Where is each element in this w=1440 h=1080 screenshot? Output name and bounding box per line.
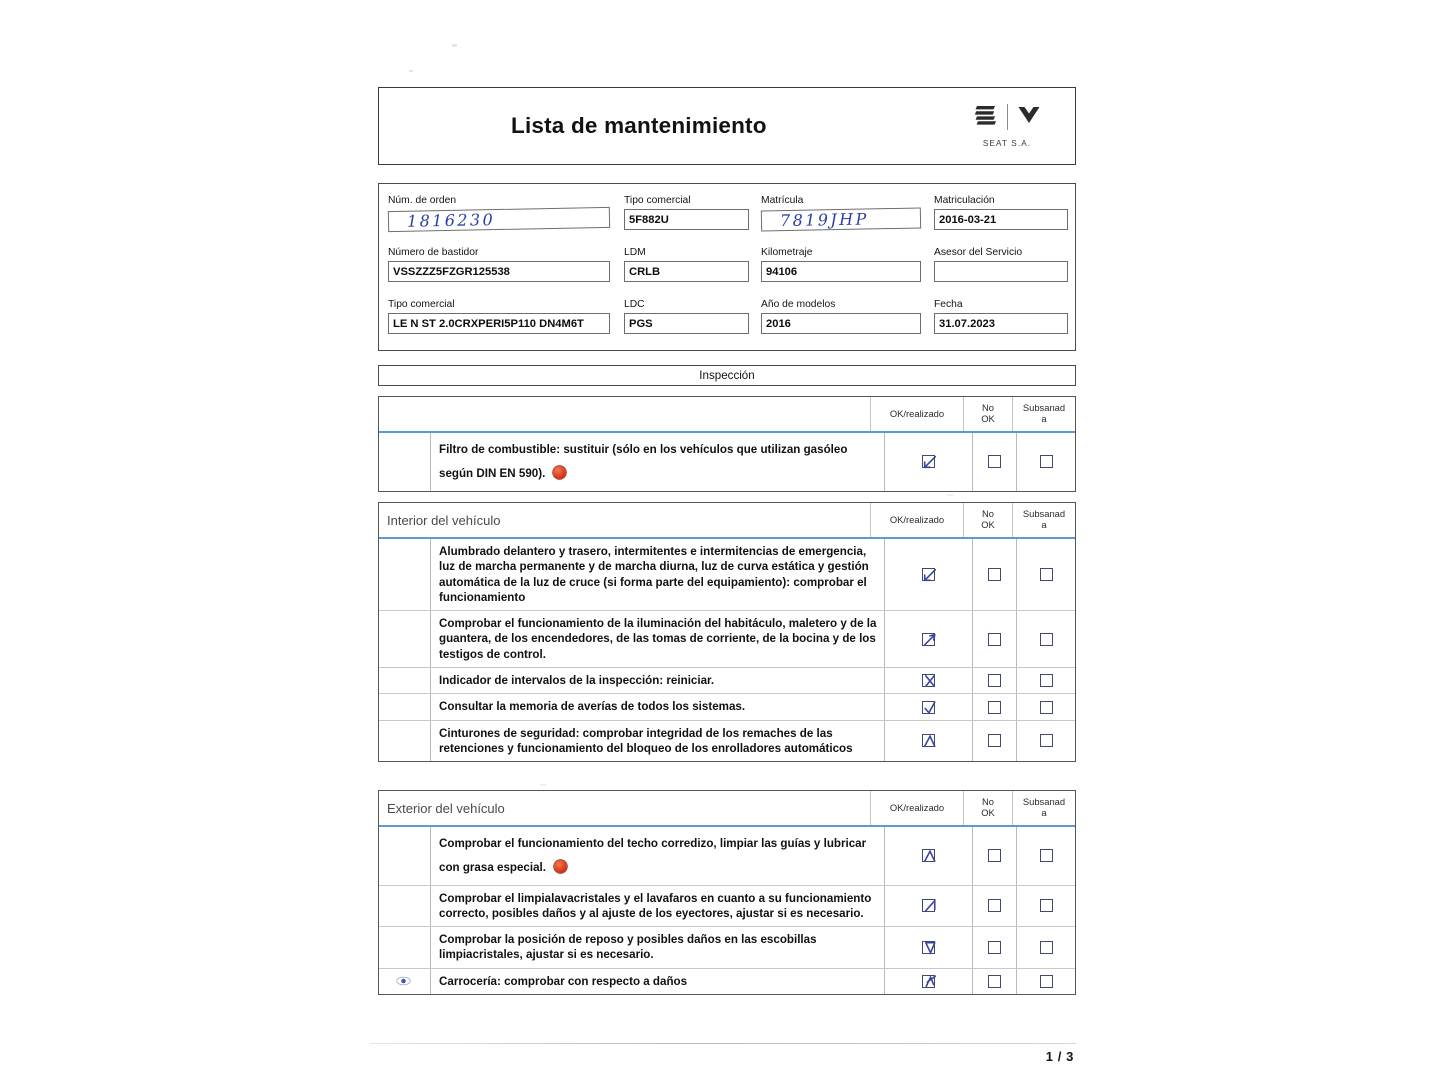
row-gutter [379,927,431,968]
red-marker-icon [554,860,567,873]
field-label: Tipo comercial [388,299,455,310]
column-header-ok: OK/realizado [870,397,963,431]
checklist-row [379,927,1075,969]
task-description: Consultar la memoria de averías de todos los sistemas. [431,694,885,719]
cell-ok [885,969,973,994]
checkbox-ok[interactable] [922,975,935,988]
task-description: Comprobar el funcionamiento del techo corredizo, limpiar las guías y lubricar con grasa especial. [431,827,885,885]
field-label: LDC [624,299,645,310]
field-ldm [624,247,749,282]
checkbox-no-ok[interactable] [988,849,1001,862]
column-header-subsanada: Subsanad a [1012,791,1075,825]
field-label: LDM [624,247,646,258]
checkbox-no-ok[interactable] [988,568,1001,581]
column-header-no-ok: No OK [963,397,1012,431]
row-gutter [379,539,431,610]
check-mark-icon [921,939,939,957]
checkbox-subsanada[interactable] [1040,941,1053,954]
column-header-no-ok: No OK [963,503,1012,537]
checklist-row [379,886,1075,928]
cell-subsanada [1017,827,1075,885]
check-mark-icon [921,453,939,471]
cell-no-ok [973,694,1017,719]
checklist-row [379,668,1075,694]
row-gutter [379,668,431,693]
field-kilometraje [761,247,921,282]
checkbox-no-ok[interactable] [988,975,1001,988]
field-fecha [934,299,1068,334]
field-tipo-comercial-bottom [388,299,610,334]
checkbox-no-ok[interactable] [988,674,1001,687]
column-header-subsanada: Subsanad a [1012,503,1075,537]
cell-no-ok [973,433,1017,491]
cell-no-ok [973,827,1017,885]
checkbox-subsanada[interactable] [1040,849,1053,862]
checkbox-subsanada[interactable] [1040,633,1053,646]
row-gutter [379,433,431,491]
section-title [379,397,870,431]
field-value-num-de-orden[interactable]: 1816230 [388,207,610,232]
field-ldc [624,299,749,334]
row-gutter [379,827,431,885]
checklist-table-2 [378,502,1076,762]
check-mark-icon [921,672,939,690]
cell-ok [885,886,973,927]
checkbox-ok[interactable] [922,674,935,687]
brand-logo-group [961,102,1053,148]
check-mark-icon [921,732,939,750]
check-mark-icon [921,897,939,915]
eye-icon [396,976,411,986]
field-value-tipo-comercial-top[interactable]: 5F882U [624,209,749,230]
checkbox-subsanada[interactable] [1040,455,1053,468]
checkbox-no-ok[interactable] [988,455,1001,468]
column-header-ok: OK/realizado [870,791,963,825]
cell-subsanada [1017,539,1075,610]
row-gutter [379,721,431,762]
checkbox-ok[interactable] [922,941,935,954]
checkbox-no-ok[interactable] [988,734,1001,747]
checklist-row [379,969,1075,994]
cell-no-ok [973,611,1017,667]
table-header-row [379,397,1075,433]
field-label: Asesor del Servicio [934,247,1023,258]
field-matricula [761,195,921,230]
field-asesor-del-servicio [934,247,1068,282]
cell-no-ok [973,539,1017,610]
cell-ok [885,694,973,719]
seat-logo-icon [974,104,998,131]
field-ano-de-modelos [761,299,921,334]
page-indicator: 1 / 3 [1045,1049,1074,1064]
field-value-ano-de-modelos[interactable]: 2016 [761,313,921,334]
checkbox-no-ok[interactable] [988,899,1001,912]
cell-no-ok [973,721,1017,762]
brand-name: SEAT S.A. [982,139,1032,148]
checklist-row [379,827,1075,886]
row-gutter [379,886,431,927]
section-title: Exterior del vehículo [387,800,505,816]
cell-subsanada [1017,433,1075,491]
cell-subsanada [1017,886,1075,927]
column-header-subsanada: Subsanad a [1012,397,1075,431]
field-label: Año de modelos [761,299,836,310]
checkbox-ok[interactable] [922,849,935,862]
field-matriculacion [934,195,1068,230]
field-value-kilometraje[interactable]: 94106 [761,261,921,282]
field-label: Núm. de orden [388,195,457,206]
cell-subsanada [1017,694,1075,719]
task-description: Carrocería: comprobar con respecto a daños [431,969,885,994]
checkbox-ok[interactable] [922,734,935,747]
checklist-table-1 [378,396,1076,492]
checkbox-ok[interactable] [922,701,935,714]
footer-divider [370,1043,1076,1044]
field-label: Matrícula [761,195,804,206]
task-description: Cinturones de seguridad: comprobar integridad de los remaches de las retenciones y funcionamiento del bloqueo de los enrolladores automáticos [431,721,885,762]
cupra-logo-icon [1017,104,1041,131]
cell-ok [885,668,973,693]
field-value-numero-de-bastidor[interactable]: VSSZZZ5FZGR125538 [388,261,610,282]
checkbox-ok[interactable] [922,455,935,468]
field-value-matriculacion[interactable]: 2016-03-21 [934,209,1068,230]
title-bar [378,87,1076,165]
inspection-banner-label: Inspección [699,369,755,382]
checklist-table-3 [378,790,1076,995]
checkbox-ok[interactable] [922,568,935,581]
task-description: Comprobar el limpialavacristales y el lavafaros en cuanto a su funcionamiento correcto, posibles daños y al ajuste de los eyectores, ajustar si es necesario. [431,886,885,927]
checklist-row [379,694,1075,720]
document-page [378,0,1078,1080]
cell-ok [885,611,973,667]
field-tipo-comercial-top [624,195,749,230]
cell-subsanada [1017,721,1075,762]
field-value-fecha[interactable]: 31.07.2023 [934,313,1068,334]
cell-ok [885,721,973,762]
column-header-no-ok: No OK [963,791,1012,825]
checkbox-ok[interactable] [922,899,935,912]
field-label: Matriculación [934,195,995,206]
cell-ok [885,433,973,491]
checkbox-no-ok[interactable] [988,941,1001,954]
cell-no-ok [973,969,1017,994]
checkbox-subsanada[interactable] [1040,975,1053,988]
field-value-asesor-del-servicio[interactable] [934,261,1068,282]
checkbox-no-ok[interactable] [988,633,1001,646]
field-num-de-orden [388,195,610,230]
field-value-matricula[interactable]: 7819JHP [761,207,921,231]
task-description: Comprobar el funcionamiento de la iluminación del habitáculo, maletero y de la guantera, de los encendedores, de las tomas de corriente, de la bocina y de los testigos de control. [431,611,885,667]
checkbox-subsanada[interactable] [1040,568,1053,581]
table-header-row [379,791,1075,827]
field-label: Kilometraje [761,247,813,258]
checkbox-subsanada[interactable] [1040,734,1053,747]
task-description: Alumbrado delantero y trasero, intermitentes e intermitencias de emergencia, luz de marcha permanente y de marcha diurna, luz de curva estática y gestión automática de la luz de cruce (si forma parte del equipamiento): comprobar el funcionamiento [431,539,885,610]
field-value-ldm[interactable]: CRLB [624,261,749,282]
field-value-tipo-comercial-bottom[interactable]: LE N ST 2.0CRXPERI5P110 DN4M6T [388,313,610,334]
checkbox-subsanada[interactable] [1040,701,1053,714]
field-label: Número de bastidor [388,247,479,258]
row-gutter [379,611,431,667]
field-label: Fecha [934,299,963,310]
section-title: Interior del vehículo [387,512,501,528]
checkbox-ok[interactable] [922,633,935,646]
table-header-row [379,503,1075,539]
red-marker-icon [553,466,566,479]
vehicle-info-block [378,183,1076,351]
check-mark-icon [921,631,939,649]
cell-ok [885,539,973,610]
cell-subsanada [1017,668,1075,693]
checkbox-no-ok[interactable] [988,701,1001,714]
row-gutter [379,969,431,994]
cell-no-ok [973,927,1017,968]
check-mark-icon [921,973,939,991]
checklist-row [379,539,1075,611]
cell-no-ok [973,886,1017,927]
field-numero-de-bastidor [388,247,610,282]
check-mark-icon [921,699,939,717]
field-value-ldc[interactable]: PGS [624,313,749,334]
logo-divider [1007,104,1008,130]
task-description: Indicador de intervalos de la inspección: reiniciar. [431,668,885,693]
row-gutter [379,694,431,719]
cell-no-ok [973,668,1017,693]
checklist-row [379,721,1075,762]
cell-ok [885,827,973,885]
checkbox-subsanada[interactable] [1040,899,1053,912]
column-header-ok: OK/realizado [870,503,963,537]
task-description: Filtro de combustible: sustituir (sólo en los vehículos que utilizan gasóleo según DIN EN 590). [431,433,885,491]
cell-subsanada [1017,927,1075,968]
checkbox-subsanada[interactable] [1040,674,1053,687]
check-mark-icon [921,566,939,584]
cell-subsanada [1017,611,1075,667]
checklist-row [379,433,1075,491]
check-mark-icon [921,847,939,865]
cell-ok [885,927,973,968]
page-title: Lista de mantenimiento [511,113,767,138]
field-label: Tipo comercial [624,195,691,206]
inspection-banner [378,365,1076,386]
cell-subsanada [1017,969,1075,994]
task-description: Comprobar la posición de reposo y posibles daños en las escobillas limpiacristales, ajustar si es necesario. [431,927,885,968]
checklist-row [379,611,1075,668]
